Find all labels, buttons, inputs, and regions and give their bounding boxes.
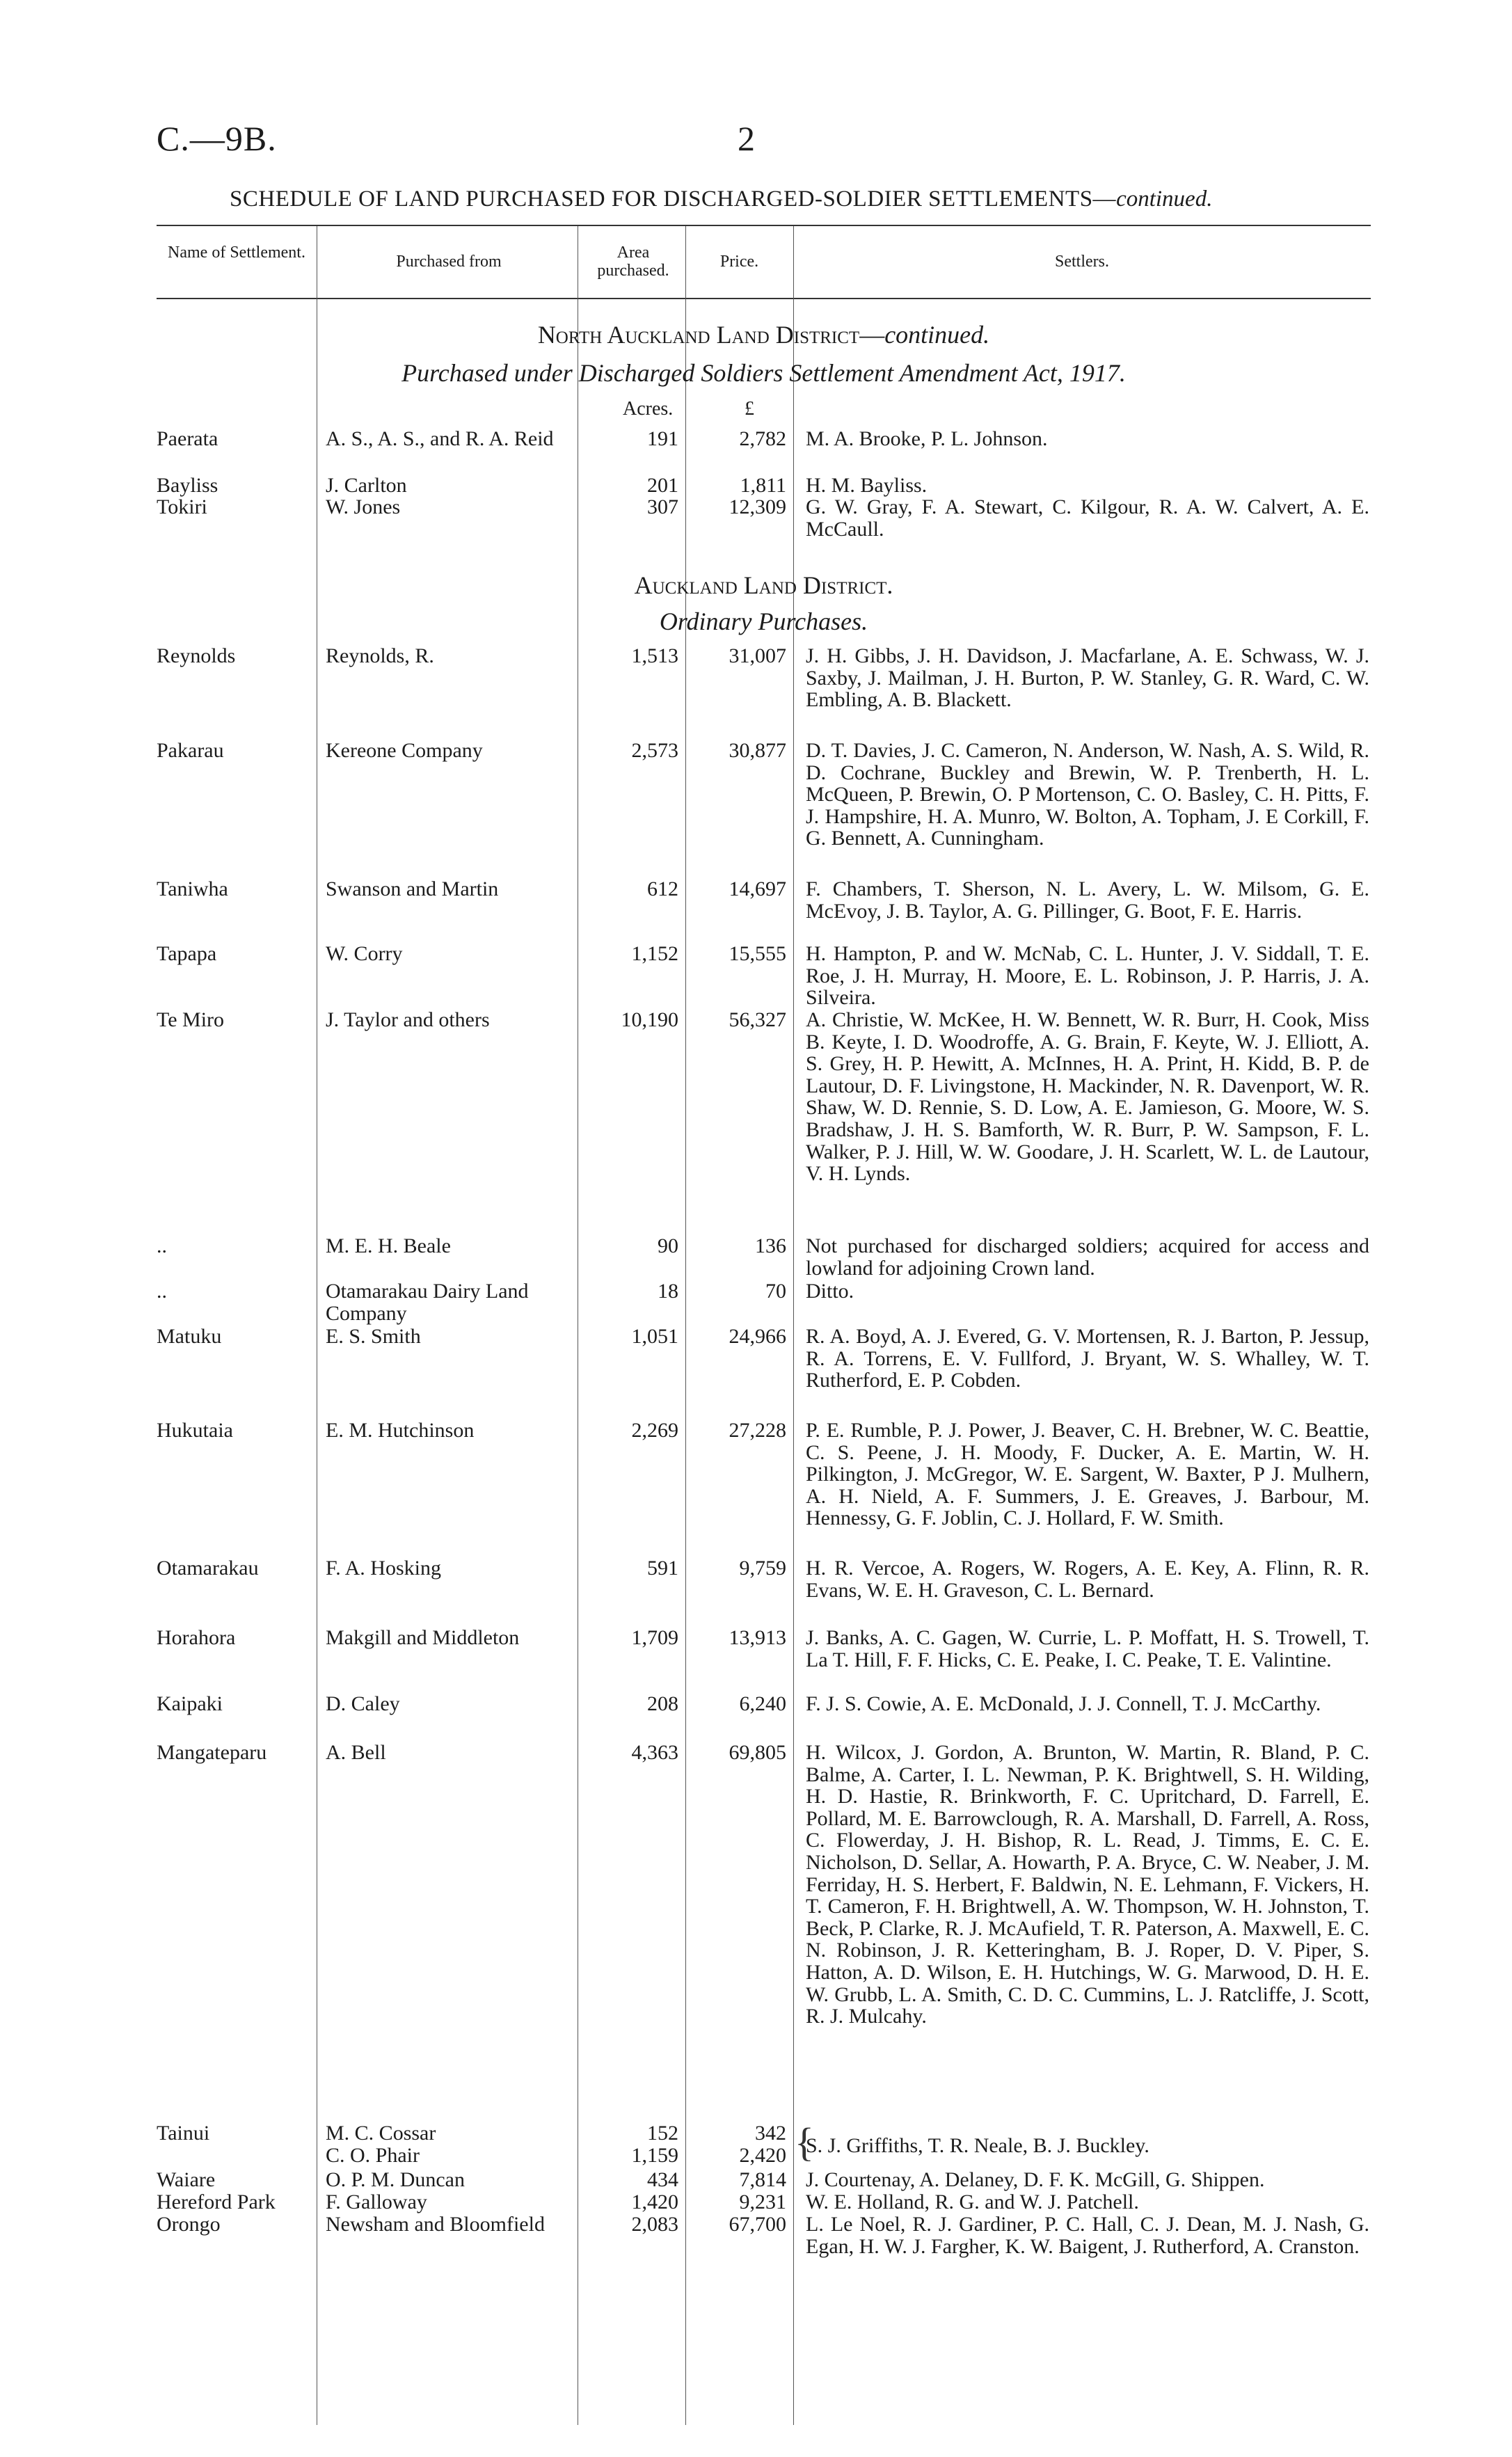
settlers: F. Chambers, T. Sherson, N. L. Avery, L. W. Milsom, G. E. McEvoy, J. B. Taylor, A. G. Pillinger, G. Boot, F. E. Harris. xyxy=(806,877,1369,923)
area-purchased: 1,159 xyxy=(631,2144,678,2167)
settlement-name: Paerata xyxy=(157,427,218,450)
settlement-name: Te Miro xyxy=(157,1008,225,1031)
settlers: W. E. Holland, R. G. and W. J. Patchell. xyxy=(806,2190,1139,2213)
area-purchased: 1,051 xyxy=(631,1325,678,1348)
price: 31,007 xyxy=(729,644,786,667)
area-purchased: 1,420 xyxy=(631,2190,678,2213)
price: 24,966 xyxy=(729,1325,786,1348)
purchased-from: W. Corry xyxy=(326,942,403,965)
purchased-from: F. A. Hosking xyxy=(326,1557,441,1580)
settlers: D. T. Davies, J. C. Cameron, N. Anderson, W. Nash, A. S. Wild, R. D. Cochrane, Buckley and Brewin, W. P. Trenberth, H. L. McQueen, P. Brewin, O. P Mortenson, C. O. Basley, C. H. Pitts, F. J. Hampshire, H. A. Munro, W. Bolton, A. Topham, J. E Corkill, F. G. Bennett, A. Cunningham. xyxy=(806,739,1369,850)
column-divider-4 xyxy=(793,226,794,2425)
section-heading-text: North Auckland Land District— xyxy=(537,321,885,349)
settlement-name: Pakarau xyxy=(157,739,224,762)
price: 27,228 xyxy=(729,1419,786,1442)
price: 14,697 xyxy=(729,877,786,900)
column-header-purchased-from: Purchased from xyxy=(396,253,502,271)
purchased-from: A. S., A. S., and R. A. Reid xyxy=(326,427,554,450)
area-purchased: 2,083 xyxy=(631,2213,678,2236)
page-number: 2 xyxy=(738,119,755,158)
price: 2,782 xyxy=(739,427,786,450)
settlement-name: .. xyxy=(157,1234,167,1257)
area-purchased: 307 xyxy=(647,495,678,518)
settlement-name: Hereford Park xyxy=(157,2190,276,2213)
price: 13,913 xyxy=(729,1626,786,1649)
column-header-settlers: Settlers. xyxy=(1055,253,1109,271)
settlers: F. J. S. Cowie, A. E. McDonald, J. J. Connell, T. J. McCarthy. xyxy=(806,1692,1321,1715)
section-subheading-amendment-act: Purchased under Discharged Soldiers Settlement Amendment Act, 1917. xyxy=(401,359,1126,387)
settlers: Not purchased for discharged soldiers; acquired for access and lowland for adjoining Crown land. xyxy=(806,1234,1369,1280)
purchased-from: F. Galloway xyxy=(326,2190,427,2213)
price: 67,700 xyxy=(729,2213,786,2236)
area-purchased: 208 xyxy=(647,1692,678,1715)
price: 1,811 xyxy=(740,474,786,497)
purchased-from: D. Caley xyxy=(326,1692,400,1715)
settlement-name: Horahora xyxy=(157,1626,236,1649)
price: 9,759 xyxy=(739,1557,786,1580)
price: 136 xyxy=(755,1234,786,1257)
price: 12,309 xyxy=(729,495,786,518)
settlers: A. Christie, W. McKee, H. W. Bennett, W. R. Burr, H. Cook, Miss B. Keyte, I. D. Woodroffe, A. G. Brain, F. Keyte, W. J. Elliott, A. S. Grey, H. P. Hewitt, A. McInnes, H. A. Print, H. Kidd, B. P. de Lautour, D. F. Livingstone, H. Mackinder, N. R. Davenport, W. R. Shaw, W. D. Rennie, S. D. Low, A. E. Jamieson, G. Moore, W. S. Bradshaw, J. H. S. Bamforth, W. R. Burr, P. W. Sampson, F. L. Walker, P. J. Hill, W. W. Goodare, J. H. Scarlett, W. L. de Lautour, V. H. Lynds. xyxy=(806,1008,1369,1186)
purchased-from: Swanson and Martin xyxy=(326,877,499,900)
settlement-name: Mangateparu xyxy=(157,1741,267,1764)
area-purchased: 201 xyxy=(647,474,678,497)
price: 30,877 xyxy=(729,739,786,762)
area-purchased: 1,513 xyxy=(631,644,678,667)
bracket-brace: { xyxy=(795,2120,814,2165)
settlers: G. W. Gray, F. A. Stewart, C. Kilgour, R. A. W. Calvert, A. E. McCaull. xyxy=(806,495,1369,541)
price: 2,420 xyxy=(739,2144,786,2167)
unit-acres: Acres. xyxy=(623,398,674,420)
settlers: J. Courtenay, A. Delaney, D. F. K. McGill, G. Shippen. xyxy=(806,2168,1265,2191)
settlement-name: Tapapa xyxy=(157,942,217,965)
purchased-from: Otamarakau Dairy Land Company xyxy=(326,1280,529,1325)
purchased-from: E. S. Smith xyxy=(326,1325,421,1348)
document-reference: C.—9B. xyxy=(157,119,277,158)
area-purchased: 18 xyxy=(658,1280,678,1303)
settlers: Ditto. xyxy=(806,1280,854,1303)
column-header-area: Area purchased. xyxy=(597,244,669,280)
area-purchased: 4,363 xyxy=(631,1741,678,1764)
purchased-from: J. Carlton xyxy=(326,474,407,497)
area-purchased: 1,709 xyxy=(631,1626,678,1649)
area-purchased: 1,152 xyxy=(631,942,678,965)
column-divider-3 xyxy=(685,226,686,2425)
settlement-name: Orongo xyxy=(157,2213,221,2236)
schedule-title-main: SCHEDULE OF LAND PURCHASED FOR DISCHARGED-SOLDIER SETTLEMENTS— xyxy=(230,186,1117,212)
area-purchased: 10,190 xyxy=(621,1008,678,1031)
price: 7,814 xyxy=(739,2168,786,2191)
settlement-name: Matuku xyxy=(157,1325,222,1348)
column-header-name: Name of Settlement. xyxy=(168,244,305,262)
header-rule-bottom xyxy=(157,298,1371,299)
settlement-name: Tokiri xyxy=(157,495,207,518)
purchased-from: W. Jones xyxy=(326,495,401,518)
settlers: J. H. Gibbs, J. H. Davidson, J. Macfarlane, A. E. Schwass, W. J. Saxby, J. Mailman, J. H. Burton, P. W. Stanley, G. R. Ward, C. W. Embling, A. B. Blackett. xyxy=(806,644,1369,712)
area-purchased: 191 xyxy=(647,427,678,450)
settlers: J. Banks, A. C. Gagen, W. Currie, L. P. Moffatt, H. S. Trowell, T. La T. Hill, F. F. Hicks, C. E. Peake, I. C. Peake, T. E. Valintine. xyxy=(806,1626,1369,1671)
price: 56,327 xyxy=(729,1008,786,1031)
area-purchased: 2,269 xyxy=(631,1419,678,1442)
price: 69,805 xyxy=(729,1741,786,1764)
section-heading-continued: continued. xyxy=(884,321,990,349)
settlers: R. A. Boyd, A. J. Evered, G. V. Mortensen, R. J. Barton, P. Jessup, R. A. Torrens, E. V. Fullford, J. Bryant, W. S. Whalley, W. T. Rutherford, E. P. Cobden. xyxy=(806,1325,1369,1392)
purchased-from: A. Bell xyxy=(326,1741,386,1764)
settlers: L. Le Noel, R. J. Gardiner, P. C. Hall, C. J. Dean, M. J. Nash, G. Egan, H. W. J. Fargher, K. W. Baigent, J. Rutherford, A. Cranston. xyxy=(806,2213,1369,2258)
purchased-from: Newsham and Bloomfield xyxy=(326,2213,545,2236)
price: 15,555 xyxy=(729,942,786,965)
area-purchased: 90 xyxy=(658,1234,678,1257)
area-purchased: 591 xyxy=(647,1557,678,1580)
purchased-from: O. P. M. Duncan xyxy=(326,2168,465,2191)
settlement-name: Reynolds xyxy=(157,644,236,667)
purchased-from: J. Taylor and others xyxy=(326,1008,490,1031)
purchased-from: Makgill and Middleton xyxy=(326,1626,520,1649)
settlers: P. E. Rumble, P. J. Power, J. Beaver, C. H. Brebner, W. C. Beattie, C. S. Peene, J. H. Moody, F. Ducker, A. E. Martin, W. H. Pilkington, J. McGregor, W. E. Sargent, W. Baxter, P J. Mulhern, A. H. Nield, A. F. Summers, J. E. Greaves, J. Barbour, M. Hennessy, G. F. Joblin, C. J. Hollard, F. W. Smith. xyxy=(806,1419,1369,1530)
settlers: M. A. Brooke, P. L. Johnson. xyxy=(806,427,1048,450)
purchased-from: E. M. Hutchinson xyxy=(326,1419,475,1442)
settlers: H. M. Bayliss. xyxy=(806,474,928,497)
section-heading-auckland: Auckland Land District. xyxy=(634,571,893,599)
purchased-from: M. C. Cossar xyxy=(326,2122,436,2145)
area-purchased: 152 xyxy=(647,2122,678,2145)
settlement-name: .. xyxy=(157,1280,167,1303)
column-header-price: Price. xyxy=(719,253,759,271)
price: 342 xyxy=(755,2122,786,2145)
price: 70 xyxy=(765,1280,786,1303)
area-purchased: 612 xyxy=(647,877,678,900)
purchased-from: Reynolds, R. xyxy=(326,644,434,667)
section-heading-north-auckland xyxy=(157,320,1371,349)
settlers: H. Hampton, P. and W. McNab, C. L. Hunter, J. V. Siddall, T. E. Roe, J. H. Murray, H. Moore, E. L. Robinson, J. P. Harris, J. A. Silveira. xyxy=(806,942,1369,1010)
settlement-name: Hukutaia xyxy=(157,1419,233,1442)
settlement-name: Waiare xyxy=(157,2168,216,2191)
area-purchased: 2,573 xyxy=(631,739,678,762)
purchased-from: Kereone Company xyxy=(326,739,483,762)
unit-pounds: £ xyxy=(745,398,754,420)
settlement-name: Kaipaki xyxy=(157,1692,223,1715)
settlement-name: Taniwha xyxy=(157,877,228,900)
area-purchased: 434 xyxy=(647,2168,678,2191)
price: 9,231 xyxy=(739,2190,786,2213)
price: 6,240 xyxy=(739,1692,786,1715)
settlement-name: Otamarakau xyxy=(157,1557,259,1580)
schedule-title xyxy=(230,186,1343,212)
settlement-name: Bayliss xyxy=(157,474,218,497)
settlement-name: Tainui xyxy=(157,2122,210,2145)
settlers: H. Wilcox, J. Gordon, A. Brunton, W. Martin, R. Bland, P. C. Balme, A. Carter, I. L. Newman, P. K. Brightwell, S. H. Wilding, H. D. Hastie, R. Brinkworth, F. C. Upritchard, D. Farrell, E. Pollard, M. E. Barrowclough, R. A. Marshall, D. Farrell, A. Ross, C. Flowerday, J. H. Bishop, R. L. Read, J. Timms, E. C. E. Nicholson, D. Sellar, A. Howarth, P. A. Bryce, C. W. Neaber, J. M. Ferriday, H. S. Herbert, F. Baldwin, N. E. Lehmann, F. Vickers, H. T. Cameron, F. H. Brightwell, A. W. Thompson, W. H. Johnston, T. Beck, P. Clarke, R. J. McAufield, T. R. Paterson, A. Maxwell, E. C. N. Robinson, J. R. Ketteringham, B. J. Roper, D. V. Piper, S. Hatton, A. D. Wilson, E. H. Hutchings, W. G. Marwood, D. H. E. W. Grubb, L. A. Smith, C. D. C. Cummins, L. J. Ratcliffe, J. Scott, R. J. Mulcahy. xyxy=(806,1741,1369,2028)
schedule-title-continued: continued. xyxy=(1116,186,1213,212)
settlers: H. R. Vercoe, A. Rogers, W. Rogers, A. E. Key, A. Flinn, R. R. Evans, W. E. H. Graveson, C. L. Bernard. xyxy=(806,1557,1369,1602)
section-subheading-ordinary: Ordinary Purchases. xyxy=(659,607,868,635)
settlers: S. J. Griffiths, T. R. Neale, B. J. Buckley. xyxy=(806,2134,1149,2157)
header-rule-top xyxy=(157,225,1371,226)
purchased-from: C. O. Phair xyxy=(326,2144,420,2167)
purchased-from: M. E. H. Beale xyxy=(326,1234,451,1257)
